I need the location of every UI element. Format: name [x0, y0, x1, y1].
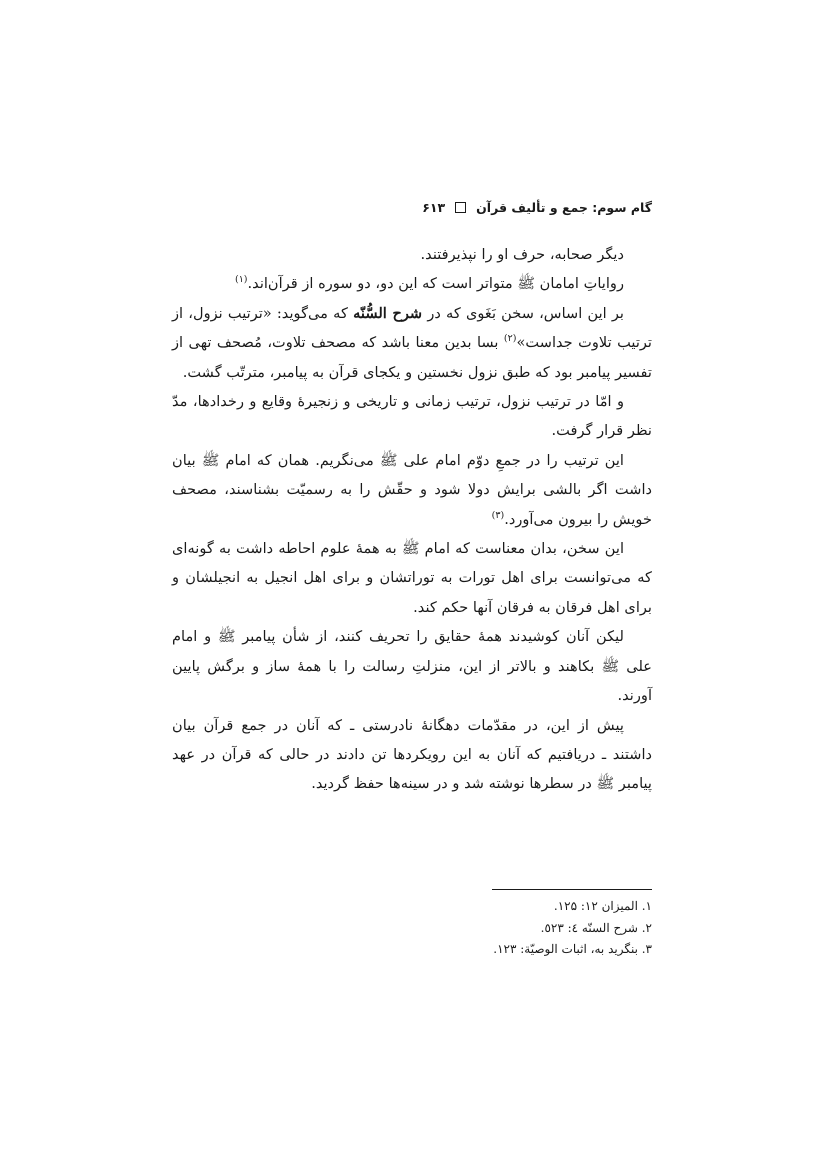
body-text [172, 240, 652, 799]
footnote-3: ۳. بنگرید به، اثبات الوصیّة: ۱۲۳. [493, 942, 652, 956]
paragraph-3: بر این اساس، سخن بَغَوی که در شرح السُّنّه که می‌گوید: «ترتیب نزول، از ترتیب تلاوت جداست»$^{(۲)}$ بسا بدین معنا باشد که مصحف تلاوت، مُصحف تهی از تفسیر پیامبر بود که طبق نزول نخستین و یکجای قرآن به پیامبر، مترتّب گشت. [172, 304, 652, 381]
paragraph-5: این ترتیب را در جمعِ دوّم امام علی ﷺ می‌نگریم. همان که امام ﷺ بیان داشت اگر بالشی برایش دولا شود و حقّش را به رسمیّت بشناسند، مصحف خویش را بیرون می‌آورد.$^{(۳)}$ [172, 451, 652, 528]
chapter-title: گام سوم: جمع و تألیف قرآن [476, 200, 652, 215]
footnote-ref[interactable]: (۱) [234, 274, 248, 286]
footnotes [172, 896, 652, 961]
paragraph-2: روایاتِ امامان ﷺ متواتر است که این دو، دو سوره از قرآن‌اند.$^{(۱)}$ [234, 274, 624, 293]
paragraph-7: لیکن آنان کوشیدند همهٔ حقایق را تحریف کنند، از شأن پیامبر ﷺ و امام علی ﷺ بکاهند و بالاتر از این، منزلتِ رسالت را با همهٔ ساز و برگش پایین آورند. [172, 628, 652, 705]
page-number: ۶۱۳ [422, 200, 446, 215]
footnote-ref[interactable]: (۲) [503, 333, 517, 345]
footnote-1: ۱. المیزان ۱۲: ۱۲۵. [553, 899, 652, 913]
footnote-ref[interactable]: (۳) [491, 509, 505, 521]
paragraph-4: و امّا در ترتیب نزول، ترتیب زمانی و تاریخی و زنجیرهٔ وقایع و رخدادها، مدّ نظر قرار گرفت. [172, 393, 652, 440]
footnote-2: ۲. شرح السنّه ٤: ٥٢٣. [540, 920, 652, 935]
square-ornament-icon [455, 202, 466, 213]
paragraph-8: پیش از این، در مقدّمات دهگانهٔ نادرستی ـ که آنان در جمع قرآن بیان داشتند ـ دریافتیم که آنان به این رویکردها تن دادند در حالی که قرآن در عهد پیامبر ﷺ در سطرها نوشته شد و در سینه‌ها حفظ گردید. [172, 716, 652, 793]
paragraph-6: این سخن، بدان معناست که امام ﷺ به همهٔ علوم احاطه داشت به گونه‌ای که می‌توانست برای اهل تورات به توراتشان و برای اهل انجیل به انجیلشان و برای اهل فرقان به فرقان آنها حکم کند. [172, 540, 652, 616]
book-title: شرح السُّنّه [353, 304, 423, 322]
running-head [172, 200, 652, 216]
footnote-divider [492, 889, 652, 890]
paragraph-1: دیگر صحابه، حرف او را نپذیرفتند. [420, 246, 624, 263]
